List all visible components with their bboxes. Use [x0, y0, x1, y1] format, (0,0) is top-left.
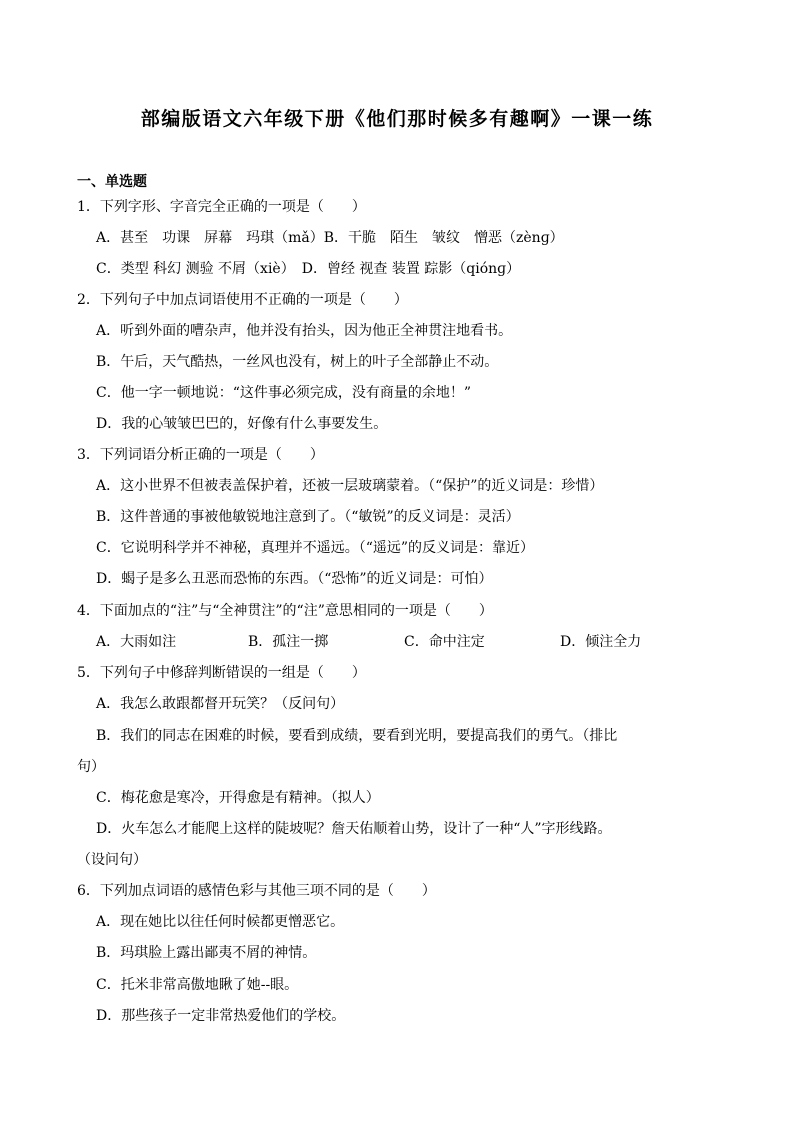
question-6-option-a: A．现在她比以往任何时候都更憎恶它。 [96, 914, 345, 930]
question-6-option-c: C．托米非常高傲地瞅了她--眼。 [96, 977, 299, 993]
question-5-option-d: D．火车怎么才能爬上这样的陡坡呢？詹天佑顺着山势，设计了一种“人”字形线路。 [96, 821, 612, 837]
question-3-option-b: B．这件普通的事被他敏锐地注意到了。（“敏锐”的反义词是：灵活） [96, 509, 520, 525]
question-4-option-d: D．倾注全力 [560, 634, 642, 650]
question-5-option-b-continued: 句） [77, 759, 105, 775]
section-heading: 一、单选题 [77, 174, 147, 190]
question-5-stem: 5．下列句子中修辞判断错误的一组是（ ） [77, 665, 366, 681]
question-5-option-c: C．梅花愈是寒冷，开得愈是有精神。（拟人） [96, 790, 380, 806]
question-2-option-b: B．午后，天气酷热，一丝风也没有，树上的叶子全部静止不动。 [96, 354, 499, 370]
document-title: 部编版语文六年级下册《他们那时候多有趣啊》一课一练 [140, 108, 654, 130]
question-5-option-b: B．我们的同志在困难的时候，要看到成绩，要看到光明，要提高我们的勇气。（排比 [96, 728, 618, 744]
question-6-option-b: B．玛琪脸上露出鄙夷不屑的神情。 [96, 945, 317, 961]
question-1-stem: 1．下列字形、字音完全正确的一项是（ ） [77, 199, 366, 215]
question-4-option-b: B．孤注一掷 [248, 634, 329, 650]
question-2-option-c: C．他一字一顿地说：“这件事必须完成，没有商量的余地！” [96, 385, 472, 401]
question-1-options-cd: C．类型 科幻 测验 不屑（xiè） D．曾经 视查 装置 踪影（qiónɡ） [96, 261, 521, 277]
question-4-option-c: C．命中注定 [404, 634, 485, 650]
question-6-stem: 6．下列加点词语的感情色彩与其他三项不同的是（ ） [77, 883, 436, 899]
question-3-option-c: C．它说明科学并不神秘，真理并不遥远。（“遥远”的反义词是：靠近） [96, 540, 535, 556]
question-4-option-a: A．大雨如注 [96, 634, 177, 650]
question-2-option-a: A．听到外面的嘈杂声，他并没有抬头，因为他正全神贯注地看书。 [96, 323, 513, 339]
question-5-option-a: A．我怎么敢跟都督开玩笑？（反问句） [96, 696, 345, 712]
question-3-option-a: A．这小世界不但被表盖保护着，还被一层玻璃蒙着。（“保护”的近义词是：珍惜） [96, 478, 604, 494]
question-4-stem: 4．下面加点的“注”与“全神贯注”的“注”意思相同的一项是（ ） [77, 603, 493, 619]
question-3-option-d: D．蝎子是多么丑恶而恐怖的东西。（“恐怖”的近义词是：可怕） [96, 571, 493, 587]
question-2-stem: 2．下列句子中加点词语使用不正确的一项是（ ） [77, 292, 408, 308]
question-3-stem: 3．下列词语分析正确的一项是（ ） [77, 447, 324, 463]
question-6-option-d: D．那些孩子一定非常热爱他们的学校。 [96, 1008, 346, 1024]
question-5-option-d-continued: （设问句） [77, 852, 147, 868]
question-1-options-ab: A．甚至 功课 屏幕 玛琪（mǎ）B．干脆 陌生 皱纹 憎恶（zènɡ） [96, 230, 564, 246]
question-2-option-d: D．我的心皱皱巴巴的，好像有什么事要发生。 [96, 416, 388, 432]
